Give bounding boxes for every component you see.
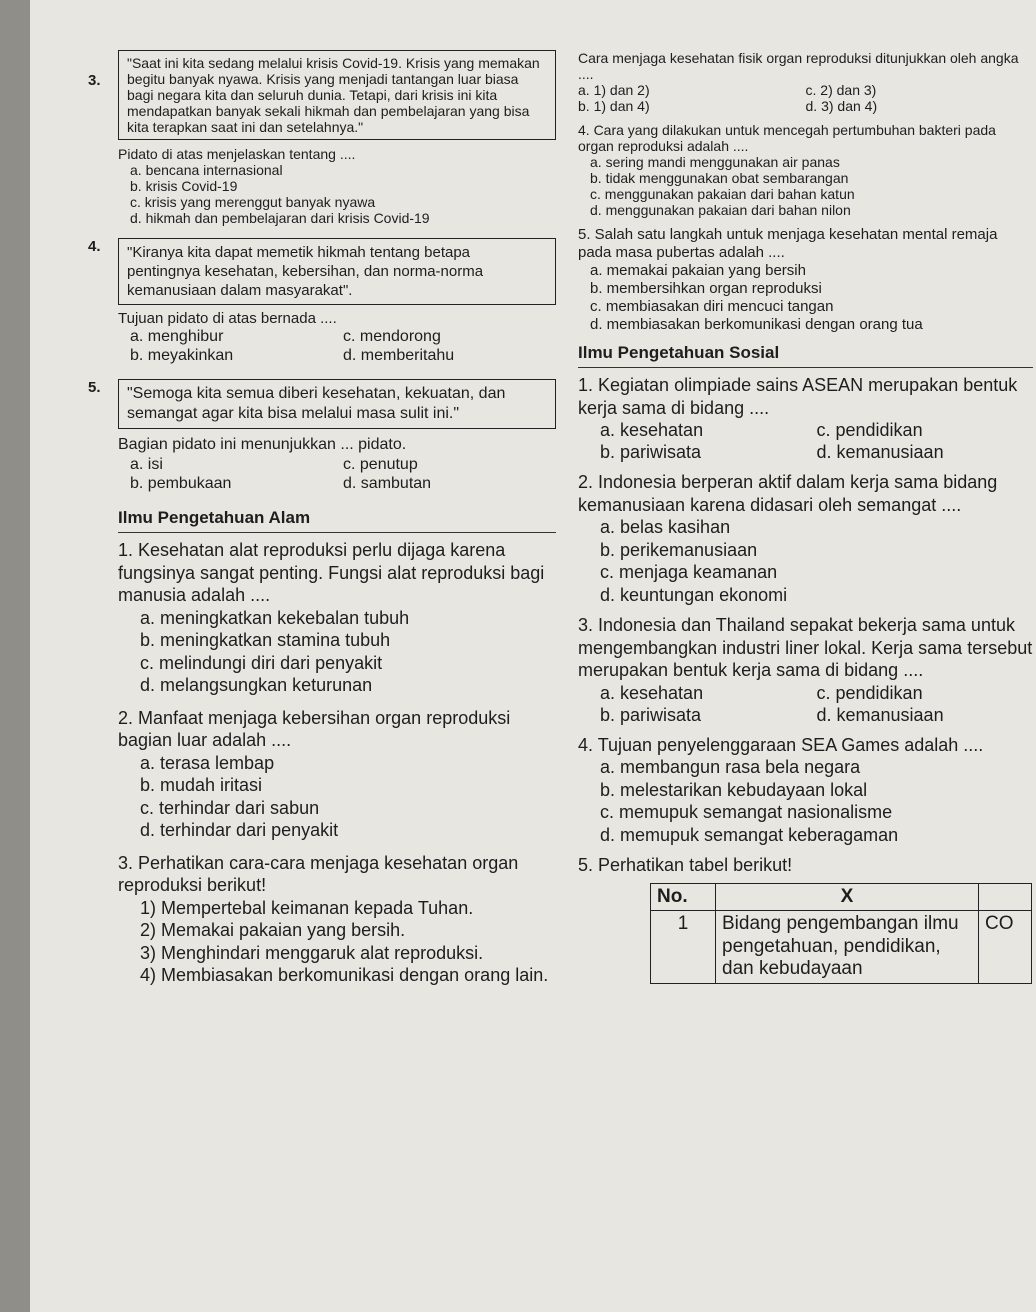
list-item: 1) Mempertebal keimanan kepada Tuhan. [140,897,474,918]
option[interactable]: d. memberitahu [343,347,455,364]
table-cell: 1 [651,911,716,984]
question-text: Cara menjaga kesehatan fisik organ reproduksi ditunjukkan oleh angka .... [578,50,1019,82]
option[interactable]: d. kemanusiaan [816,442,944,462]
option[interactable]: c. membiasakan diri mencuci tangan [590,298,834,315]
table-header [979,883,1032,911]
option[interactable]: a. meningkatkan kekebalan tubuh [140,607,410,628]
ips-question-5: 5. Perhatikan tabel berikut! [578,855,793,875]
question-number: 5. [88,379,101,396]
option[interactable]: a. belas kasihan [600,517,731,537]
question-text: 2. Manfaat menjaga kebersihan organ reproduksi bagian luar adalah .... [118,707,511,750]
option[interactable]: a. isi [130,456,163,473]
option[interactable]: c. penutup [343,456,418,473]
option[interactable]: c. terhindar dari sabun [140,797,320,818]
list-item: 2) Memakai pakaian yang bersih. [140,920,406,940]
table-cell: Bidang pengembangan ilmu pengetahuan, pendidikan, dan kebudayaan [716,911,979,984]
question-number: 3. [88,72,101,89]
option[interactable]: a. 1) dan 2) [578,82,650,98]
option[interactable]: c. memupuk semangat nasionalisme [600,802,893,822]
bi-question-4 [88,238,556,365]
question-text: 1. Kesehatan alat reproduksi perlu dijaga karena fungsinya sangat penting. Fungsi alat reproduksi bagi manusia adalah .... [118,540,545,605]
bi-question-5-right [578,226,1033,334]
option[interactable]: c. melindungi diri dari penyakit [140,652,383,673]
speech-quote-box: "Semoga kita semua diberi kesehatan, kekuatan, dan semangat agar kita bisa melalui masa sulit ini." [118,379,556,429]
question-text: 4. Cara yang dilakukan untuk mencegah pertumbuhan bakteri pada organ reproduksi adalah .... [578,122,996,154]
ipa-question-3 [118,852,556,987]
table-header: X [716,883,979,911]
option[interactable]: b. krisis Covid-19 [130,178,238,194]
ipa-question-1 [118,539,556,697]
bi-question-5 [88,379,556,493]
ips-question-2 [578,471,1033,606]
bi-question-3-continued [578,50,1033,114]
option[interactable]: d. menggunakan pakaian dari bahan nilon [590,202,851,218]
option[interactable]: d. kemanusiaan [816,704,944,725]
option[interactable]: c. pendidikan [816,420,923,440]
question-text: 3. Indonesia dan Thailand sepakat bekerja sama untuk mengembangkan industri liner lokal. Kerja sama tersebut merupakan bentuk kerja sama di bidang .... [578,615,1033,680]
left-column [88,50,556,987]
option[interactable]: c. 2) dan 3) [805,82,877,98]
option[interactable]: b. melestarikan kebudayaan lokal [600,779,868,800]
option[interactable]: b. 1) dan 4) [578,98,650,114]
speech-quote-box: "Saat ini kita sedang melalui krisis Covid-19. Krisis yang memakan begitu banyak nyawa. Krisis yang menjadi tantangan luar biasa bagi negara kita dan seluruh dunia. Tetapi, dari krisis ini kita mendapatkan banyak sekali hikmah dan pembelajaran yang bisa kita terapkan saat ini dan setelahnya." [118,50,556,140]
table-cell: CO [979,911,1032,984]
option[interactable]: a. memakai pakaian yang bersih [590,262,806,279]
table-header-row [651,883,1032,911]
right-column [578,50,1033,984]
option[interactable]: d. hikmah dan pembelajaran dari krisis Covid-19 [130,210,430,226]
list-item: 3) Menghindari menggaruk alat reproduksi. [140,942,484,963]
question-text: 3. Perhatikan cara-cara menjaga kesehatan organ reproduksi berikut! [118,852,519,895]
question-text: Tujuan pidato di atas bernada .... [118,310,337,327]
bi-question-3 [88,50,556,226]
option[interactable]: b. mudah iritasi [140,775,263,795]
option[interactable]: a. menghibur [130,328,224,345]
option[interactable]: a. kesehatan [600,420,704,440]
option[interactable]: a. membangun rasa bela negara [600,757,861,777]
question-text: 1. Kegiatan olimpiade sains ASEAN merupakan bentuk kerja sama di bidang .... [578,375,1018,418]
question-text: Bagian pidato ini menunjukkan ... pidato. [118,436,407,453]
option[interactable]: d. 3) dan 4) [805,98,878,114]
table-header: No. [651,883,716,911]
question-text: 4. Tujuan penyelenggaraan SEA Games adalah .... [578,734,984,755]
ipa-question-2 [118,707,556,842]
data-table [650,883,1032,984]
ips-question-4 [578,734,1033,847]
option[interactable]: b. pariwisata [600,704,702,725]
ipa-section-title: Ilmu Pengetahuan Alam [118,507,556,533]
option[interactable]: b. membersihkan organ reproduksi [590,280,822,297]
list-item: 4) Membiasakan berkomunikasi dengan orang lain. [140,965,549,985]
option[interactable]: b. pembukaan [130,475,232,492]
question-text: 5. Salah satu langkah untuk menjaga kesehatan mental remaja pada masa pubertas adalah .... [578,226,998,261]
option[interactable]: b. meyakinkan [130,347,234,364]
option[interactable]: d. keuntungan ekonomi [600,584,788,605]
option[interactable]: c. menggunakan pakaian dari bahan katun [590,186,855,202]
option[interactable]: c. menjaga keamanan [600,562,778,582]
option[interactable]: a. bencana internasional [130,162,283,178]
option[interactable]: a. sering mandi menggunakan air panas [590,154,840,170]
question-text: 2. Indonesia berperan aktif dalam kerja sama bidang kemanusiaan karena didasari oleh semangat .... [578,472,998,515]
option[interactable]: d. melangsungkan keturunan [140,675,373,695]
question-number: 4. [88,238,101,255]
option[interactable]: d. sambutan [343,475,432,492]
option[interactable]: b. perikemanusiaan [600,539,758,560]
bi-question-4-right [578,122,1033,218]
option[interactable]: c. mendorong [343,328,441,345]
speech-quote-box: "Kiranya kita dapat memetik hikmah tentang betapa pentingnya kesehatan, kebersihan, dan norma-norma kemanusiaan dalam masyarakat". [118,238,556,305]
table-row [651,911,1032,984]
ips-question-3 [578,614,1033,726]
option[interactable]: c. krisis yang merenggut banyak nyawa [130,194,376,210]
option[interactable]: a. terasa lembap [140,752,275,773]
ips-section-title: Ilmu Pengetahuan Sosial [578,342,1033,368]
option[interactable]: d. terhindar dari penyakit [140,820,339,840]
option[interactable]: a. kesehatan [600,682,704,703]
option[interactable]: b. meningkatkan stamina tubuh [140,630,391,650]
option[interactable]: c. pendidikan [816,682,923,703]
option[interactable]: b. pariwisata [600,442,702,462]
question-text: Pidato di atas menjelaskan tentang .... [118,146,356,162]
option[interactable]: d. memupuk semangat keberagaman [600,824,899,845]
ips-questions [578,374,1033,984]
ipa-questions [118,539,556,987]
option[interactable]: b. tidak menggunakan obat sembarangan [590,170,849,186]
option[interactable]: d. membiasakan berkomunikasi dengan orang tua [590,316,923,333]
ips-question-1 [578,374,1033,463]
